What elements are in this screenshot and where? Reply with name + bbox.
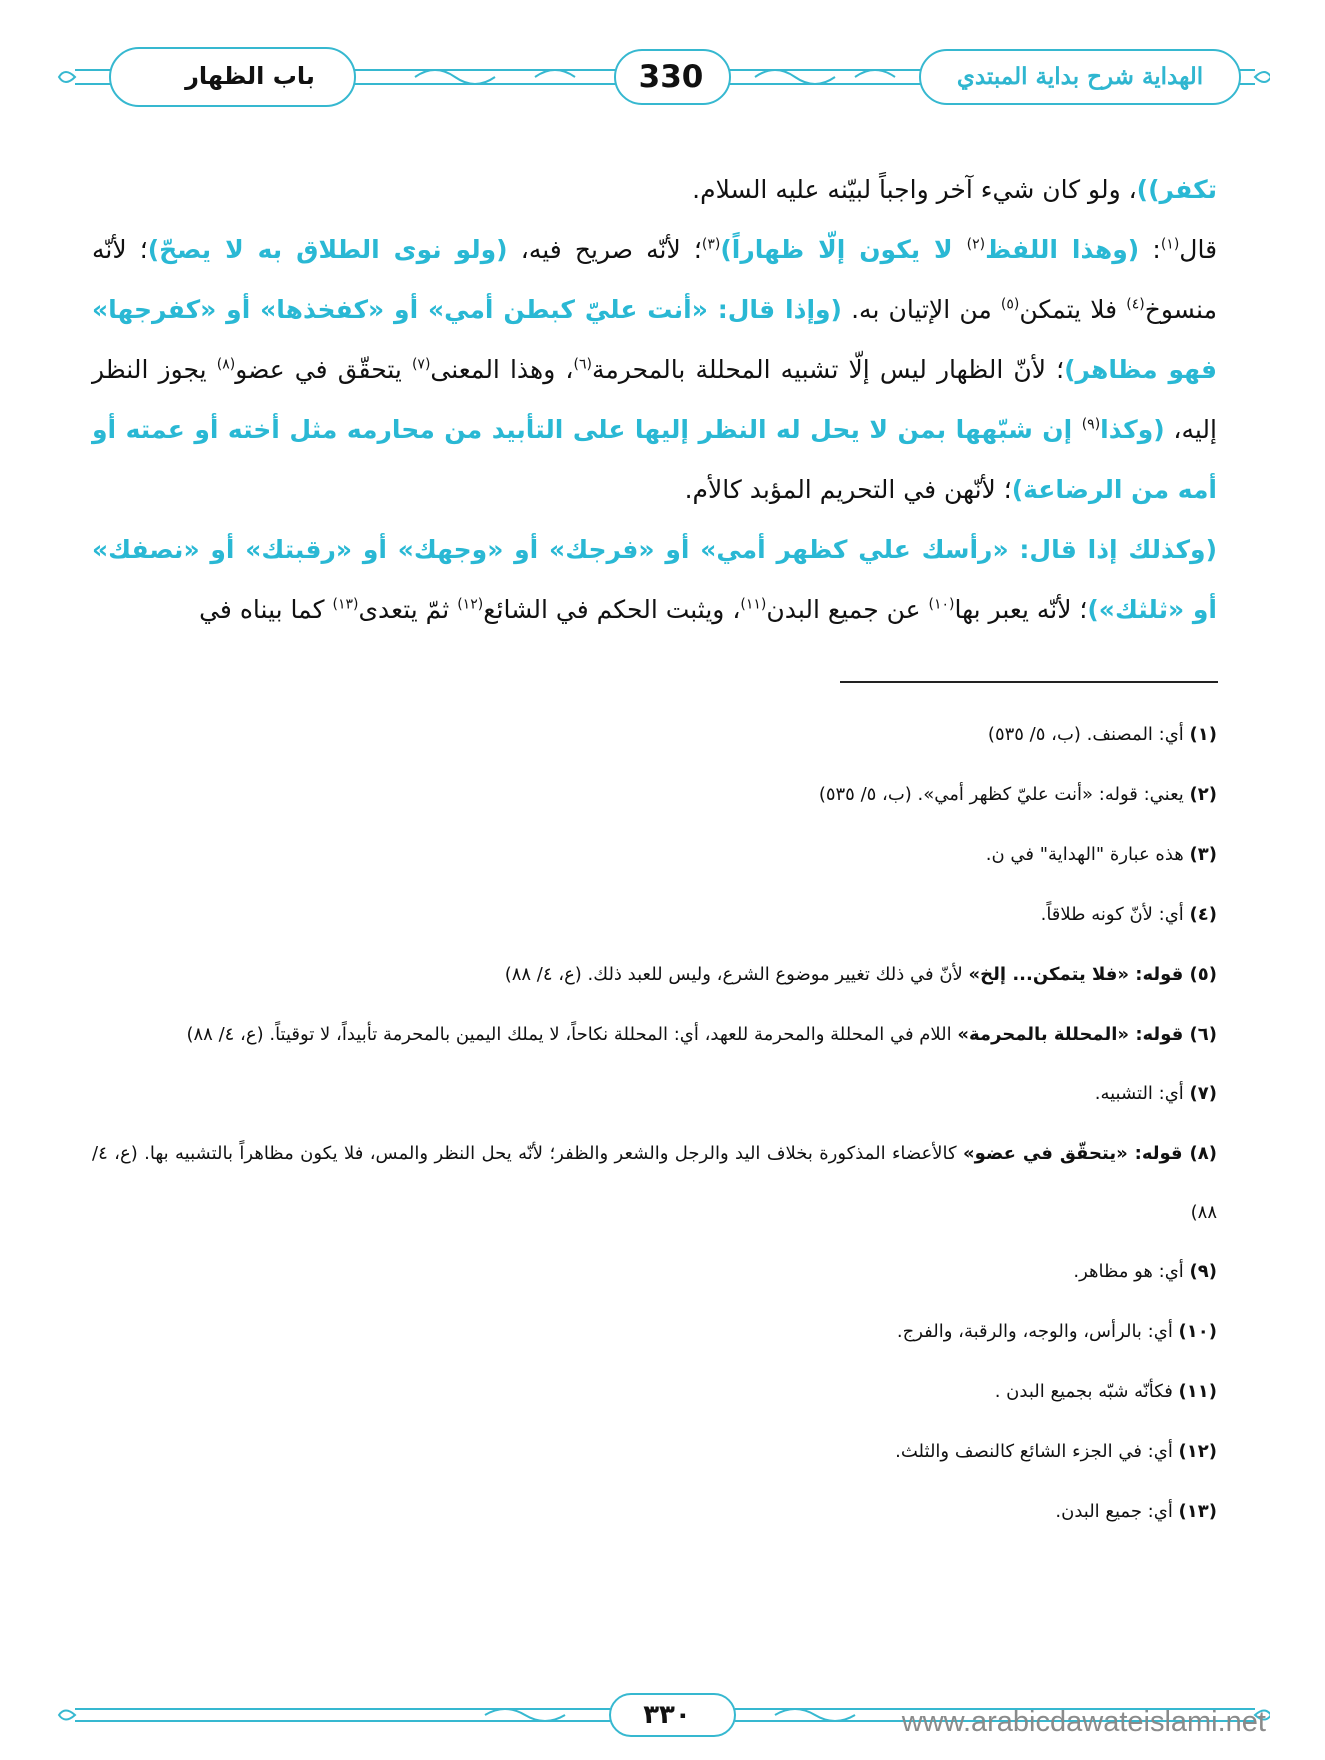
footnote-marker: (٥) [1000, 296, 1020, 313]
footnote [92, 1124, 1217, 1242]
footnote-text: هذه عبارة "الهداية" في ن. [985, 844, 1190, 865]
matn-text: إن شبّهها بمن لا يحل له النظر إليها على التأبيد من محارمه مثل أخته أو عمته أو أمه من الرضاعة) [92, 415, 1217, 504]
matn-text: (وكذلك إذا قال: «رأسك علي كظهر أمي» أو «فرجك» أو «وجهك» أو «رقبتك» أو «نصفك» أو «ثلثك») [92, 535, 1217, 624]
footnote-text: لأنّ في ذلك تغيير موضوع الشرع، وليس للعبد ذلك. (ع، ٤/ ٨٨) [504, 964, 969, 985]
footnote-text: كالأعضاء المذكورة بخلاف اليد والرجل والشعر والظفر؛ لأنّه يحل النظر والمس، فلا يكون مظاهراً بالتشبيه بها. (ع، ٤/ ٨٨) [92, 1143, 1217, 1223]
footnote [92, 885, 1217, 945]
footnote-number: (١٢) [1178, 1441, 1217, 1462]
footnote-marker: (٢) [966, 236, 986, 253]
matn-text: تكفر)) [1136, 175, 1217, 204]
matn-text: لا يكون إلّا ظهاراً) [720, 235, 967, 264]
footnote-text: يعني: قوله: «أنت عليّ كظهر أمي». (ب، ٥/ ٥٣٥) [818, 784, 1190, 805]
footnote-marker: (٩) [1081, 416, 1101, 433]
commentary-text: ثمّ يتعدى [358, 595, 458, 624]
commentary-text: قال [1179, 235, 1218, 264]
commentary-text: ؛ لأنّ الظهار ليس إلّا تشبيه المحللة بالمحرمة [591, 355, 1065, 384]
footnote [92, 765, 1217, 825]
footnote-text: أي: بالرأس، والوجه، والرقبة، والفرج. [896, 1321, 1179, 1342]
footnote [92, 1005, 1217, 1064]
footnote-number: (١) [1189, 724, 1217, 745]
commentary-text: عن جميع البدن [766, 595, 929, 624]
footnote [92, 945, 1217, 1005]
commentary-text: : [1139, 235, 1161, 264]
footnote-text: أي: لأنّ كونه طلاقاً. [1040, 904, 1190, 925]
main-text [92, 160, 1217, 640]
chapter-title: باب الظهار [185, 62, 315, 90]
footnote-number: (٨) [1189, 1143, 1218, 1164]
commentary-text: ، ويثبت الحكم في الشائع [483, 595, 741, 624]
footnote-number: (٢) [1189, 784, 1217, 805]
footnote-text: أي: جميع البدن. [1055, 1501, 1179, 1522]
paragraph [92, 220, 1217, 520]
footnote [92, 705, 1217, 765]
footnote [92, 1242, 1217, 1302]
page-number-arabic: ٣٣٠ [643, 1700, 691, 1730]
footnote-lead: قوله: «المحللة بالمحرمة» [957, 1024, 1190, 1045]
footnote-number: (١١) [1178, 1381, 1217, 1402]
matn-text: (وإذا قال: «أنت عليّ كبطن أمي» أو «كفخذها» أو «كفرجها» فهو مظاهر) [92, 295, 1218, 384]
matn-text: (وهذا اللفظ [985, 235, 1140, 264]
footnote-number: (٥) [1189, 964, 1217, 985]
footnote-separator [840, 681, 1218, 683]
footnote-text: أي: في الجزء الشائع كالنصف والثلث. [895, 1441, 1179, 1462]
footnote-lead: قوله: «فلا يتمكن... إلخ» [968, 964, 1190, 985]
footnote-marker: (٤) [1126, 296, 1145, 313]
footnote-number: (٤) [1189, 904, 1217, 925]
page-number: 330 [638, 59, 704, 95]
footnotes [92, 705, 1217, 1542]
commentary-text: فلا يتمكن [1019, 295, 1127, 324]
commentary-text: يجوز النظر إليه، [92, 355, 1217, 444]
website-url: www.arabicdawateislami.net [901, 1706, 1266, 1738]
matn-text: (وكذا [1100, 415, 1165, 444]
footnote-lead: قوله: «يتحقّق في عضو» [963, 1143, 1190, 1164]
commentary-text: ؛ لأنّه يعبر بها [954, 595, 1088, 624]
footnote-number: (١٠) [1178, 1321, 1217, 1342]
footnote-marker: (١١) [740, 596, 767, 613]
footnote-marker: (١) [1160, 236, 1180, 253]
commentary-text: كما بيناه في [199, 595, 333, 624]
footnote-marker: (١٠) [928, 596, 955, 613]
footnote-marker: (١٢) [457, 596, 484, 613]
matn-text: (ولو نوى الطلاق به لا يصحّ) [147, 235, 508, 264]
paragraph [92, 520, 1217, 640]
commentary-text: ، ولو كان شيء آخر واجباً لبيّنه عليه السلام. [692, 175, 1137, 204]
book-title: الهداية شرح بداية المبتدي [956, 62, 1204, 90]
footnote-marker: (٨) [216, 356, 236, 373]
footnote-text: فكأنّه شبّه بجميع البدن . [994, 1381, 1179, 1402]
commentary-text: ؛ لأنّه منسوخ [92, 235, 1217, 324]
paragraph [92, 160, 1217, 220]
footnote-number: (٣) [1189, 844, 1217, 865]
footnote-text: أي: هو مظاهر. [1073, 1261, 1190, 1282]
footnote [92, 1064, 1217, 1124]
footnote-marker: (٧) [411, 356, 431, 373]
commentary-text: يتحقّق في عضو [235, 355, 412, 384]
footnote-number: (٩) [1189, 1261, 1217, 1282]
commentary-text: ، وهذا المعنى [430, 355, 574, 384]
footnote [92, 1362, 1217, 1422]
footnote-number: (٧) [1189, 1083, 1217, 1104]
commentary-text: من الإتيان به. [841, 295, 1001, 324]
footnote [92, 1422, 1217, 1482]
footnote [92, 1302, 1217, 1362]
footnote-text: اللام في المحللة والمحرمة للعهد، أي: المحللة نكاحاً، لا يملك اليمين بالمحرمة تأبيداً، لا توقيتاً. (ع، ٤/ ٨٨) [186, 1024, 958, 1045]
commentary-text: ؛ لأنّهن في التحريم المؤبد كالأم. [684, 475, 1012, 504]
footnote-marker: (٦) [573, 356, 592, 373]
footnote-number: (١٣) [1178, 1501, 1217, 1522]
footnote-marker: (٣) [701, 236, 721, 253]
footnote [92, 1482, 1217, 1542]
footnote-text: أي: التشبيه. [1094, 1083, 1190, 1104]
footnote-number: (٦) [1189, 1024, 1217, 1045]
footnote [92, 825, 1217, 885]
commentary-text: ؛ لأنّه صريح فيه، [507, 235, 702, 264]
footnote-marker: (١٣) [332, 596, 359, 613]
footnote-text: أي: المصنف. (ب، ٥/ ٥٣٥) [987, 724, 1190, 745]
